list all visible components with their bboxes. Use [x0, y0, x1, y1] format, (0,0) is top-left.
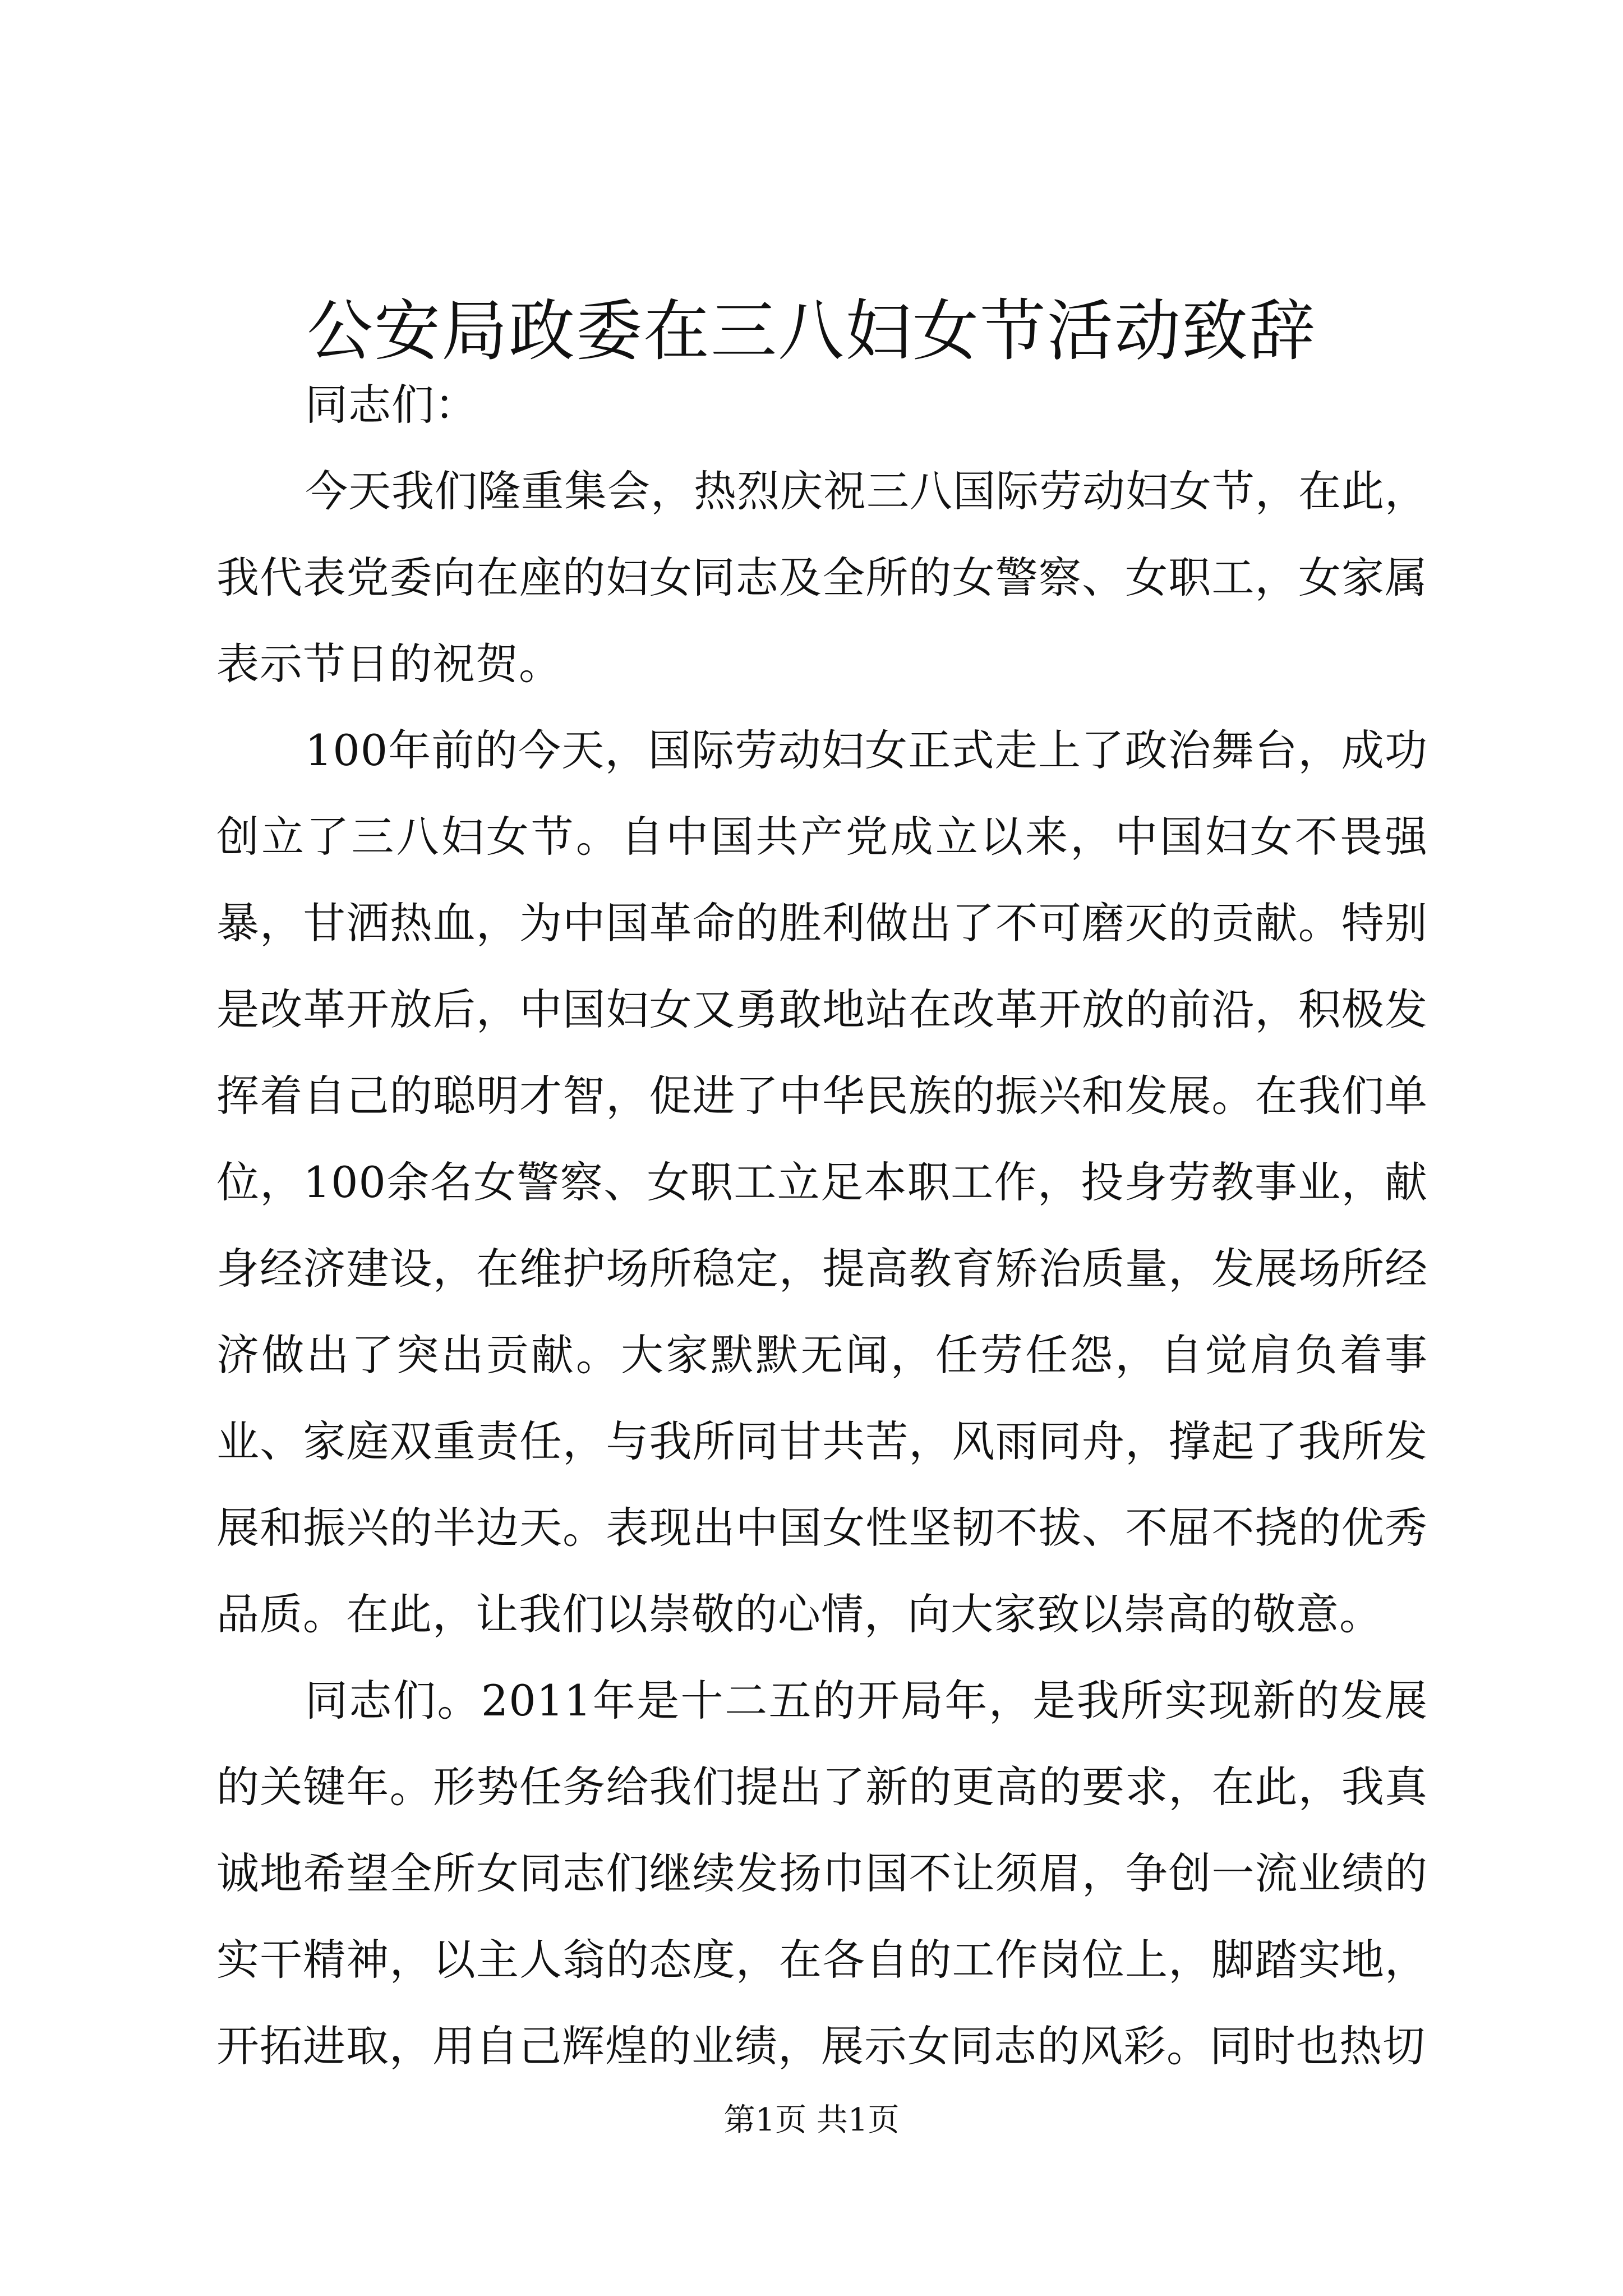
document-body	[216, 362, 1428, 2090]
page-footer: 第1页 共1页	[723, 2102, 900, 2138]
paragraph-greeting: 同志们：	[305, 380, 478, 430]
paragraph-1: 今天我们隆重集会，热烈庆祝三八国际劳动妇女节，在此，我代表党委向在座的妇女同志及全所的女警察、女职工，女家属表示节日的祝贺。	[216, 466, 1428, 689]
paragraph-3: 同志们。2011年是十二五的开局年，是我所实现新的发展的关键年。形势任务给我们提出了新的更高的要求，在此，我真诚地希望全所女同志们继续发扬巾国不让须眉，争创一流业绩的实干精神，以主人翁的态度，在各自的工作岗位上，脚踏实地，开拓进取，用自己辉煌的业绩，展示女同志的风彩。同时也热切	[216, 1676, 1428, 2071]
paragraph-2: 100年前的今天，国际劳动妇女正式走上了政治舞台，成功创立了三八妇女节。自中国共产党成立以来，中国妇女不畏强暴，甘洒热血，为中国革命的胜利做出了不可磨灭的贡献。特别是改革开放后，中国妇女又勇敢地站在改革开放的前沿，积极发挥着自己的聪明才智，促进了中华民族的振兴和发展。在我们单位，100余名女警察、女职工立足本职工作，投身劳教事业，献身经济建设，在维护场所稳定，提高教育矫治质量，发展场所经济做出了突出贡献。大家默默无闻，任劳任怨，自觉肩负着事业、家庭双重责任，与我所同甘共苦，风雨同舟，撑起了我所发展和振兴的半边天。表现出中国女性坚韧不拔、不屈不挠的优秀品质。在此，让我们以崇敬的心情，向大家致以崇高的敬意。	[216, 725, 1428, 1639]
document-title: 公安局政委在三八妇女节活动致辞	[306, 292, 1316, 370]
